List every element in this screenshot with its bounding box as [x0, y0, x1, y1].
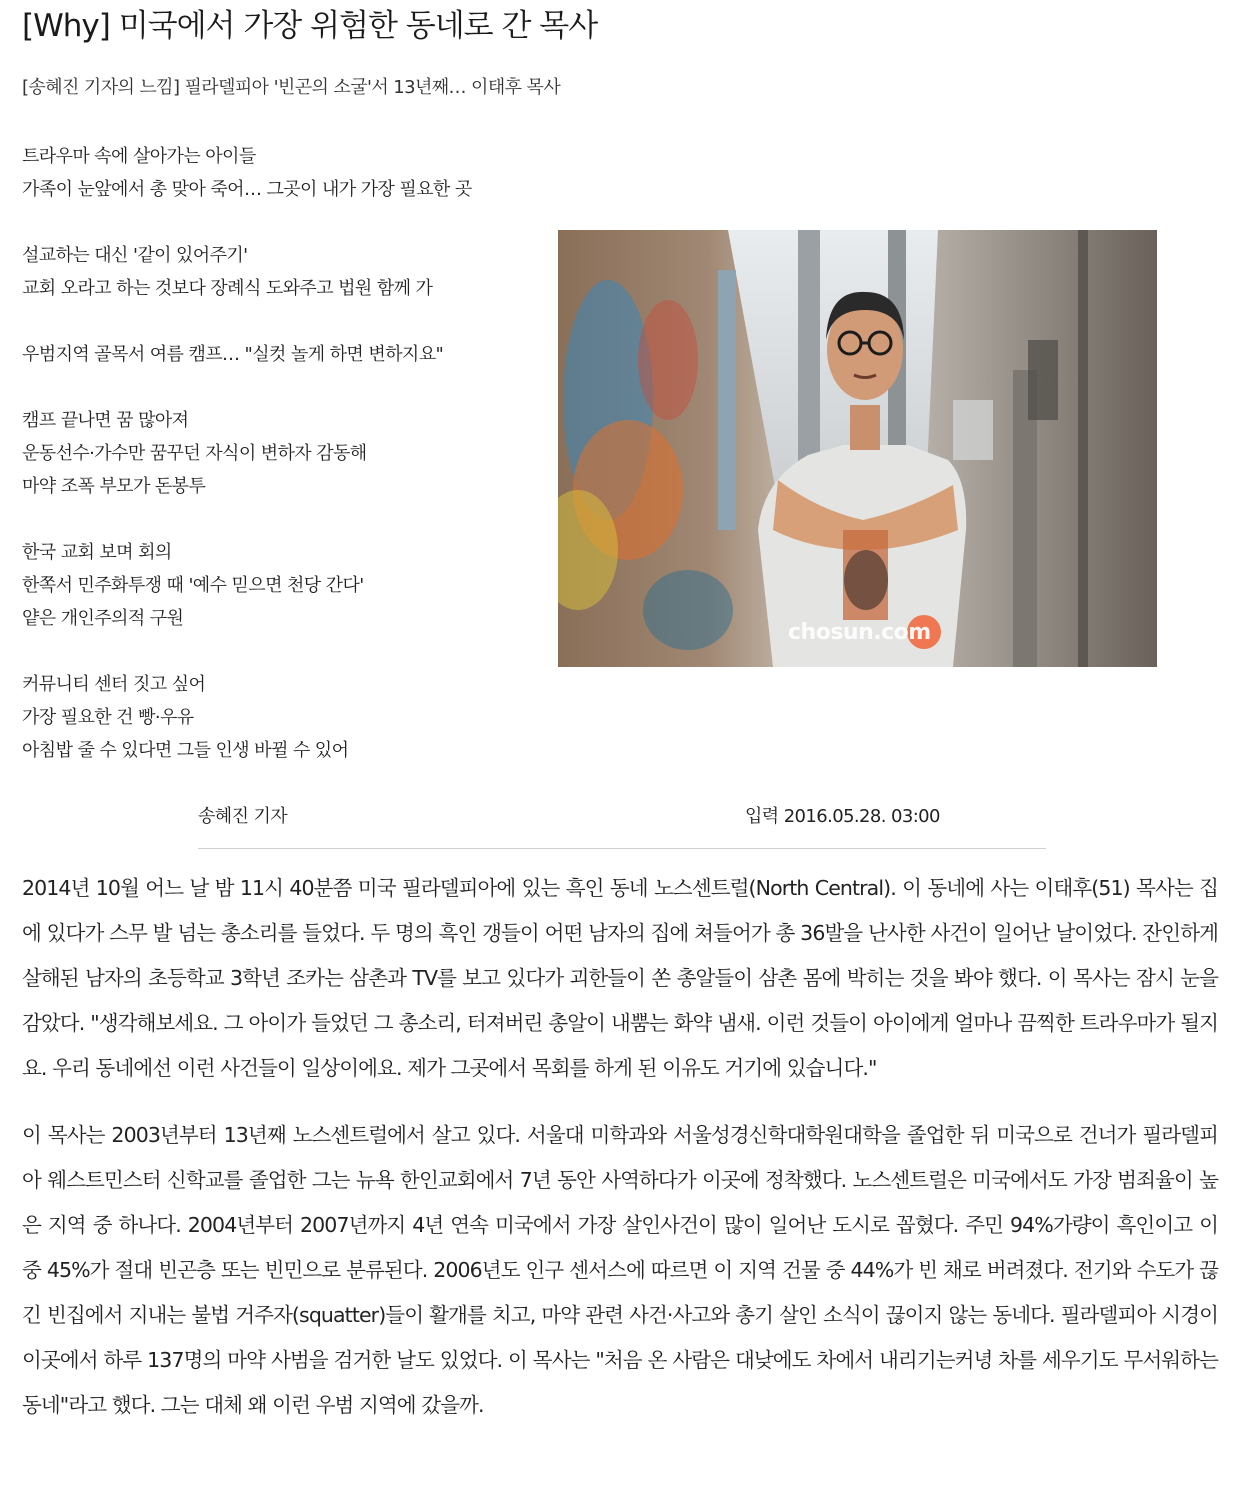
highlight-line: 한쪽서 민주화투쟁 때 '예수 믿으면 천당 간다' — [22, 575, 364, 596]
highlight-line: 교회 오라고 하는 것보다 장례식 도와주고 법원 함께 가 — [22, 278, 433, 299]
highlight-line: 가족이 눈앞에서 총 맞아 죽어… 그곳이 내가 가장 필요한 곳 — [22, 179, 472, 200]
body-paragraph: 2014년 10월 어느 날 밤 11시 40분쯤 미국 필라델피아에 있는 흑인 동네 노스센트럴(North Central). 이 동네에 사는 이태후(51) 목사는 집에 있다가 스무 발 넘는 총소리를 들었다. 두 명의 흑인 갱들이 어떤 남자의 집에 쳐들어가 총 36발을 난사한 사건이 일어난 날이었다. 잔인하게 살해된 남자의 초등학교 3학년 조카는 삼촌과 TV를 보고 있다가 괴한들이 쏜 총알들이 삼촌 몸에 박히는 것을 봐야 했다. 이 목사는 잠시 눈을 감았다. "생각해보세요. 그 아이가 들었던 그 총소리, 터져버린 총알이 내뿜는 화약 냄새. 이런 것들이 아이에게 얼마나 끔찍한 트라우마가 될지요. 우리 동네에선 이런 사건들이 일상이에요. 제가 그곳에서 목회를 하게 된 이유도 거기에 있습니다." — [22, 876, 1218, 1080]
highlight-group — [22, 536, 542, 635]
highlight-line: 가장 필요한 건 빵·우유 — [22, 707, 194, 728]
photo-watermark: chosun.com — [788, 620, 931, 645]
highlight-group — [22, 140, 542, 206]
highlight-line: 한국 교회 보며 회의 — [22, 542, 172, 563]
highlight-line: 운동선수·가수만 꿈꾸던 자식이 변하자 감동해 — [22, 443, 367, 464]
article-highlights — [22, 140, 542, 800]
highlight-line: 트라우마 속에 살아가는 아이들 — [22, 146, 256, 167]
body-paragraph: 이 목사는 2003년부터 13년째 노스센트럴에서 살고 있다. 서울대 미학과와 서울성경신학대학원대학을 졸업한 뒤 미국으로 건너가 필라델피아 웨스트민스터 신학교를 졸업한 그는 뉴욕 한인교회에서 7년 동안 사역하다가 이곳에 정착했다. 노스센트럴은 미국에서도 가장 범죄율이 높은 지역 중 하나다. 2004년부터 2007년까지 4년 연속 미국에서 가장 살인사건이 많이 일어난 도시로 꼽혔다. 주민 94%가량이 흑인이고 이 중 45%가 절대 빈곤층 또는 빈민으로 분류된다. 2006년도 인구 센서스에 따르면 이 지역 건물 중 44%가 빈 채로 버려졌다. 전기와 수도가 끊긴 빈집에서 지내는 불법 거주자(squatter)들이 활개를 치고, 마약 관련 사건·사고와 총기 살인 소식이 끊이지 않는 동네다. 필라델피아 시경이 이곳에서 하루 137명의 마약 사범을 검거한 날도 있었다. 이 목사는 "처음 온 사람은 대낮에도 차에서 내리기는커녕 차를 세우기도 무서워하는 동네"라고 했다. 그는 대체 왜 이런 우범 지역에 갔을까. — [22, 1123, 1219, 1417]
highlight-line: 캠프 끝나면 꿈 많아져 — [22, 410, 189, 431]
highlight-line: 설교하는 대신 '같이 있어주기' — [22, 245, 248, 266]
highlight-group — [22, 338, 542, 371]
highlight-group — [22, 668, 542, 767]
highlight-line: 얕은 개인주의적 구원 — [22, 608, 184, 629]
article-subtitle: [송혜진 기자의 느낌] 필라델피아 '빈곤의 소굴'서 13년째… 이태후 목사 — [22, 77, 561, 98]
highlight-line: 아침밥 줄 수 있다면 그들 인생 바뀔 수 있어 — [22, 740, 349, 761]
reporter-byline: 송혜진 기자 — [198, 806, 288, 827]
highlight-line: 우범지역 골목서 여름 캠프… "실컷 놀게 하면 변하지요" — [22, 344, 444, 365]
highlight-line: 마약 조폭 부모가 돈봉투 — [22, 476, 206, 497]
divider — [198, 848, 1046, 849]
article-title: [Why] 미국에서 가장 위험한 동네로 간 목사 — [22, 8, 598, 44]
publish-date: 입력 2016.05.28. 03:00 — [745, 806, 940, 827]
article-photo — [558, 230, 1157, 667]
highlight-line: 커뮤니티 센터 짓고 싶어 — [22, 674, 206, 695]
highlight-group — [22, 404, 542, 503]
article-body — [22, 866, 1218, 1450]
highlight-group — [22, 239, 542, 305]
photo-illustration — [558, 230, 1157, 667]
